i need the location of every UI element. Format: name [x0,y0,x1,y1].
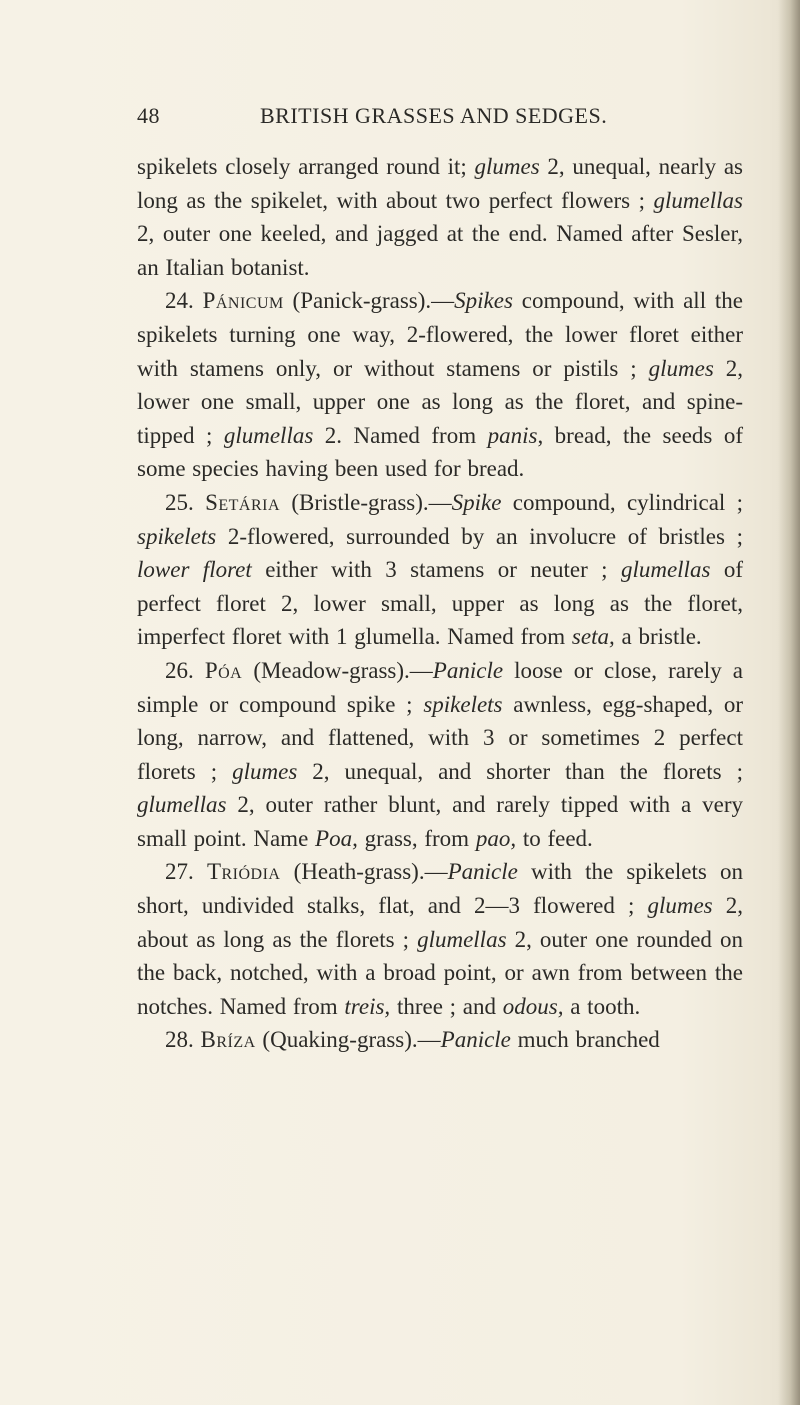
page-number: 48 [137,103,160,128]
entry-number: 27. [165,859,207,885]
entry-number: 26. [165,657,205,683]
paragraph-briza: 28. Bríza (Quaking-grass).—Panicle much branched [165,1027,660,1053]
body-text [137,150,743,1057]
entry-number: 24. [165,288,203,314]
paragraph-poa: 26. Póa (Meadow-grass).—Panicle loose or close, rarely a simple or compound spike ; spikelets awnless, egg-shaped, or long, narrow, and flattened, with 3 or sometimes 2 perfect florets ; glumes 2, unequal, and shorter than the florets ; glumellas 2, outer rather blunt, and rarely tipped with a very small point. Name Poa, grass, from pao, to feed. [137,657,743,851]
paragraph-triodia: 27. Triódia (Heath-grass).—Panicle with the spikelets on short, undivided stalks, flat, and 2—3 flowered ; glumes 2, about as long as the florets ; glumellas 2, outer one rounded on the back, notched, with a broad point, or awn from between the notches. Named from treis, three ; and odous, a tooth. [137,859,744,1019]
genus-name: Triódia [206,859,281,885]
page-edge-shadow [778,0,800,1405]
entry-number: 28. [165,1027,201,1053]
genus-name: Bríza [200,1027,256,1053]
paragraph-continuation: spikelets closely arranged round it; glumes 2, unequal, nearly as long as the spikelet, with about two perfect flowers ; glumellas 2, outer one keeled, and jagged at the end. Named after Sesler, an Italian botanist. [137,154,743,280]
running-header [137,103,607,137]
paragraph-setaria: 25. Setária (Bristle-grass).—Spike compound, cylindrical ; spikelets 2-flowered, surrounded by an involucre of bristles ; lower floret either with 3 stamens or neuter ; glumellas of perfect floret 2, lower small, upper as long as the floret, imperfect floret with 1 glumella. Named from seta, a bristle. [137,489,743,650]
paragraph-panicum: 24. Pánicum (Panick-grass).—Spikes compound, with all the spikelets turning one way, 2-flowered, the lower floret either with stamens only, or without stamens or pistils ; glumes 2, lower one small, upper one as long as the floret, and spine-tipped ; glumellas 2. Named from panis, bread, the seeds of some species having been used for bread. [137,288,744,482]
running-title: BRITISH GRASSES AND SEDGES. [260,103,608,128]
entry-number: 25. [165,489,206,515]
genus-name: Pánicum [202,288,284,314]
genus-name: Póa [204,657,243,683]
genus-name: Setária [205,489,281,515]
